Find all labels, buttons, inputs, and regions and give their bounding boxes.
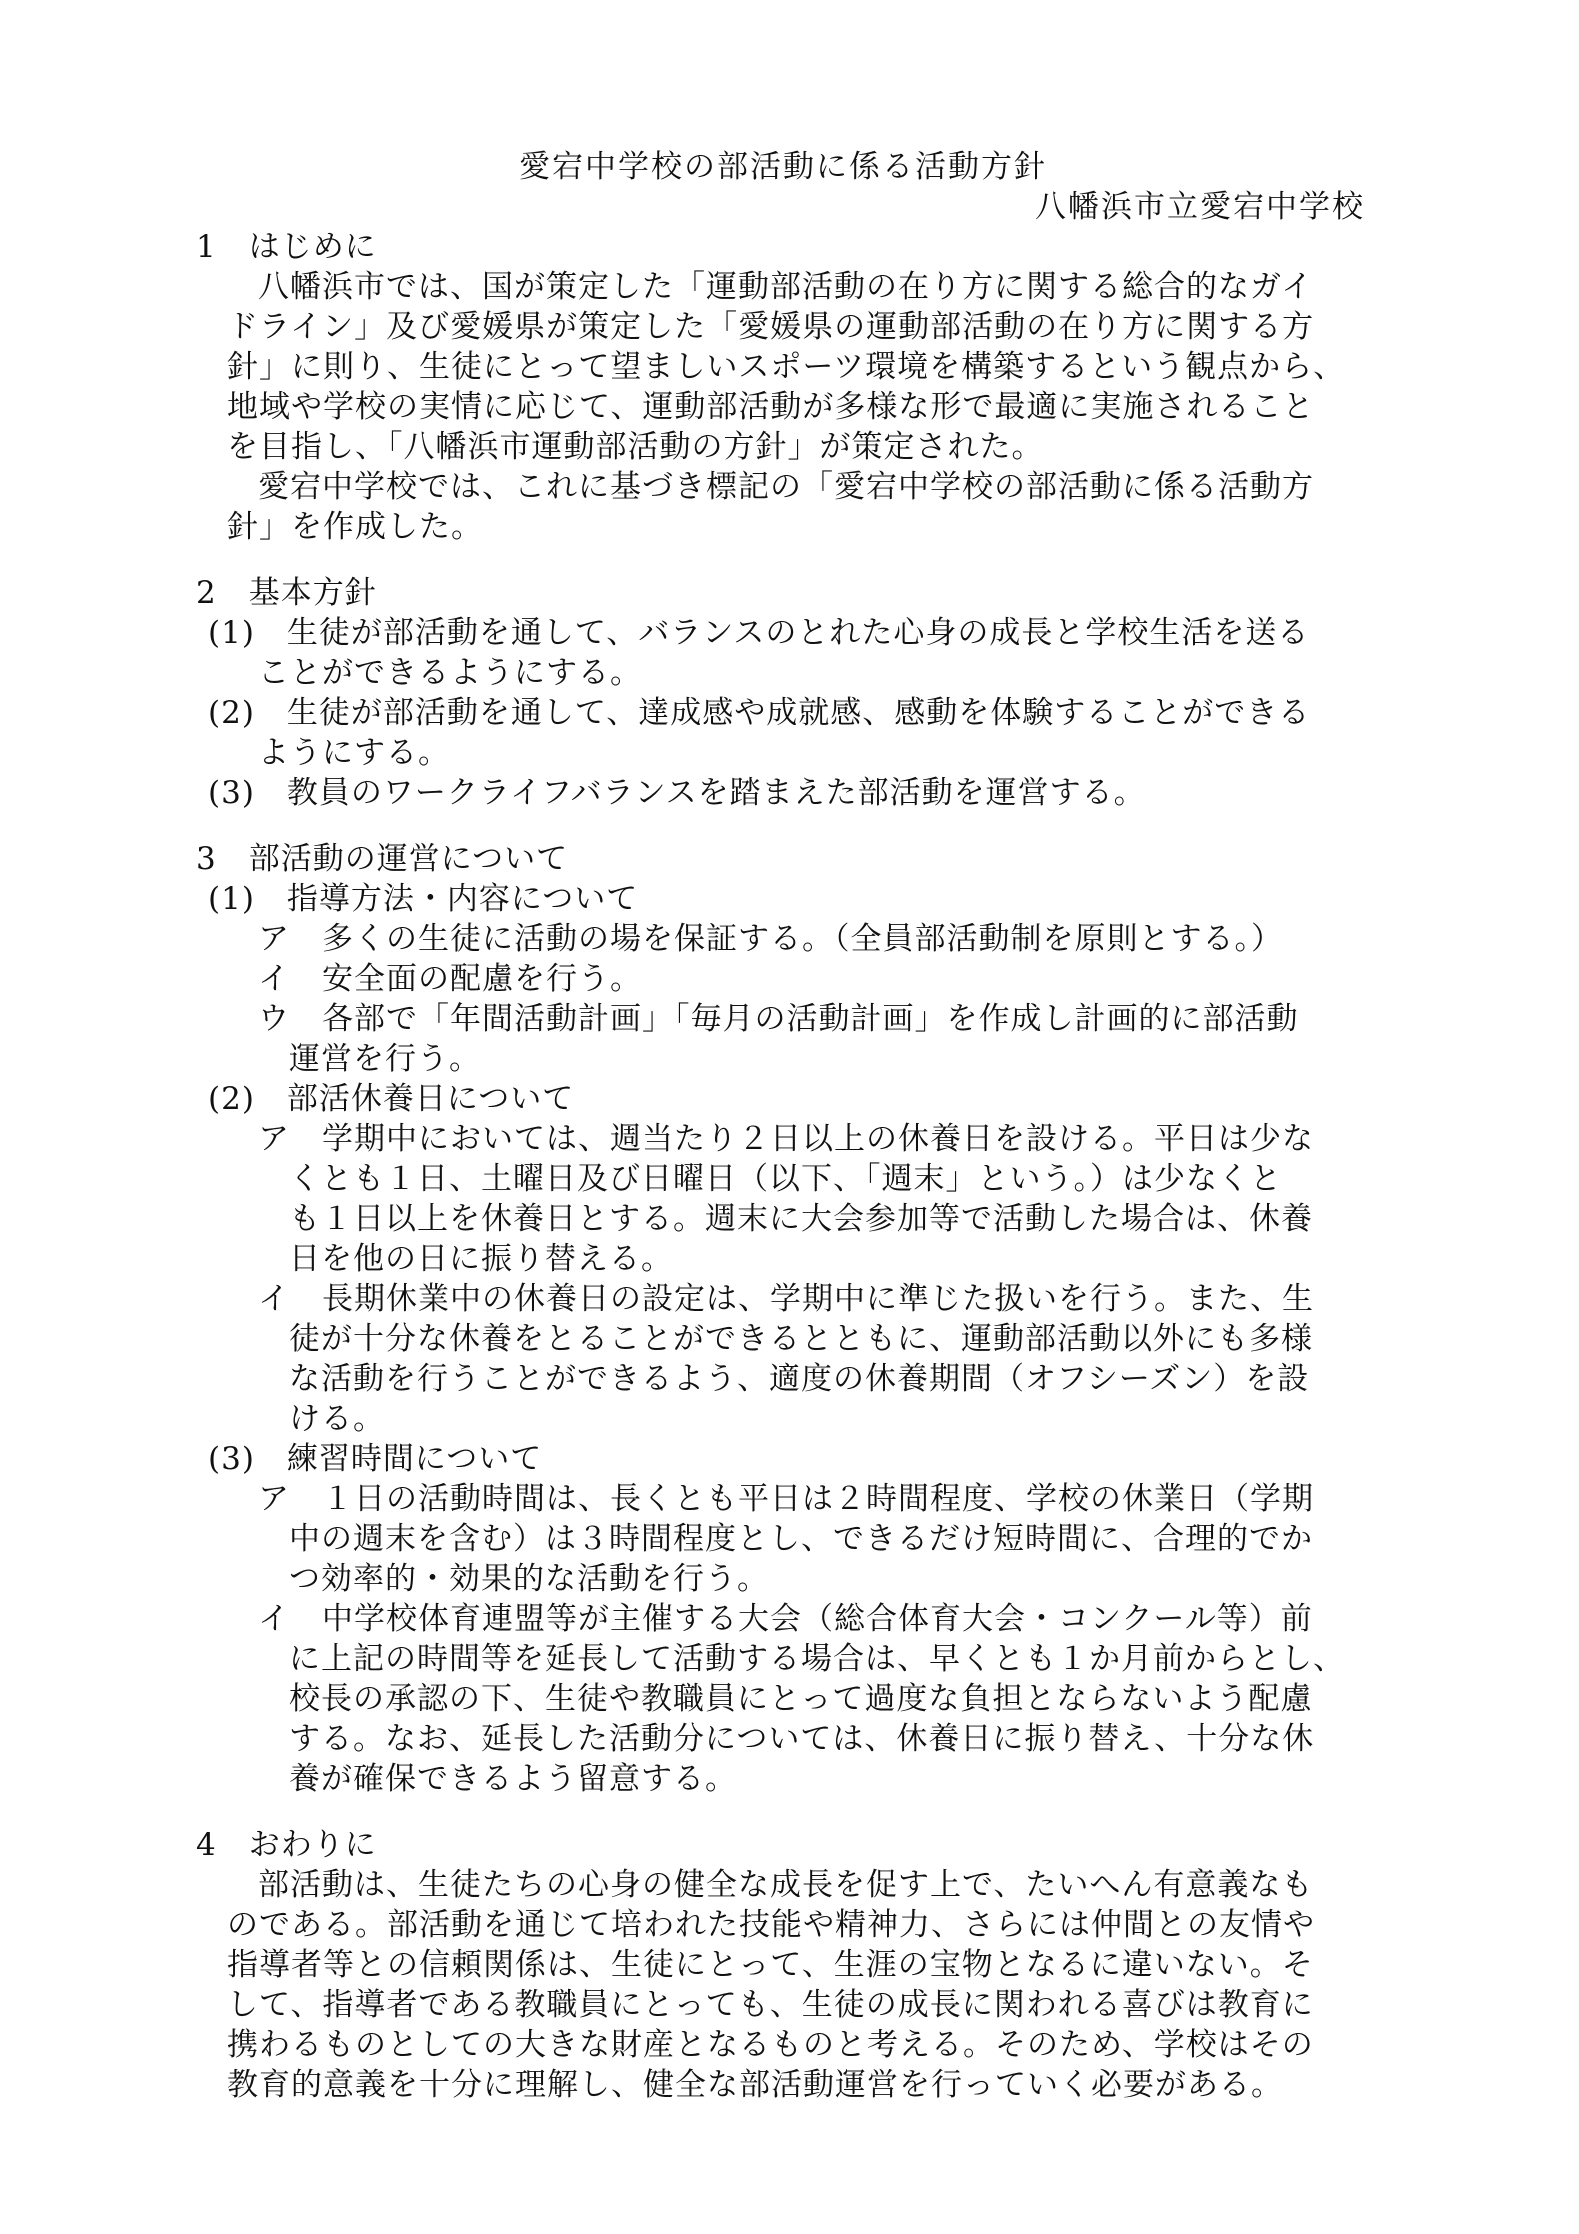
subsection-heading: (3) 練習時間について [208, 1441, 543, 1477]
paragraph-line: ドライン」及び愛媛県が策定した「愛媛県の運動部活動の在り方に関する方 [227, 309, 1315, 345]
list-item: イ 中学校体育連盟等が主催する大会（総合体育大会・コンクール等）前 [258, 1601, 1313, 1637]
paragraph-line: して、指導者である教職員にとっても、生徒の成長に関われる喜びは教育に [227, 1987, 1314, 2023]
paragraph-line: を目指し、「八幡浜市運動部活動の方針」が策定された。 [227, 429, 1044, 465]
paragraph-line: のである。部活動を通じて培われた技能や精神力、さらには仲間との友情や [227, 1907, 1315, 1943]
list-item-continuation: ようにする。 [258, 735, 450, 771]
list-item: (2) 生徒が部活動を通して、達成感や成就感、感動を体験することができる [208, 695, 1311, 731]
list-item-continuation: 徒が十分な休養をとることができるとともに、運動部活動以外にも多様 [289, 1321, 1313, 1357]
document-title: 愛宕中学校の部活動に係る活動方針 [519, 149, 1047, 185]
list-item-continuation: つ効率的・効果的な活動を行う。 [289, 1561, 769, 1597]
list-item: (3) 教員のワークライフバランスを踏まえた部活動を運営する。 [208, 775, 1146, 811]
paragraph-line: 針」に則り、生徒にとって望ましいスポーツ環境を構築するという観点から、 [227, 349, 1346, 385]
list-item: ア 多くの生徒に活動の場を保証する。（全員部活動制を原則とする。） [258, 921, 1283, 957]
section-3-heading: 3 部活動の運営について [196, 841, 569, 877]
list-item-continuation: 運営を行う。 [289, 1041, 481, 1077]
list-item: ア 学期中においては、週当たり２日以上の休養日を設ける。平日は少な [258, 1121, 1314, 1157]
list-item-continuation: する。なお、延長した活動分については、休養日に振り替え、十分な休 [289, 1721, 1315, 1757]
list-item: イ 長期休業中の休養日の設定は、学期中に準じた扱いを行う。また、生 [258, 1281, 1314, 1317]
list-item-continuation: 日を他の日に振り替える。 [289, 1241, 673, 1277]
paragraph-line: 八幡浜市では、国が策定した「運動部活動の在り方に関する総合的なガイ [258, 269, 1314, 305]
list-item-continuation: ことができるようにする。 [258, 655, 642, 691]
list-item-continuation: な活動を行うことができるよう、適度の休養期間（オフシーズン）を設 [289, 1361, 1310, 1397]
list-item-continuation: 校長の承認の下、生徒や教職員にとって過度な負担とならないよう配慮 [289, 1681, 1313, 1717]
list-item-continuation: くとも１日、土曜日及び日曜日（以下、「週末」という。）は少なくと [289, 1161, 1282, 1197]
list-item-continuation: に上記の時間等を延長して活動する場合は、早くとも１か月前からとし、 [289, 1641, 1345, 1677]
paragraph-line: 指導者等との信頼関係は、生徒にとって、生涯の宝物となるに違いない。そ [227, 1947, 1314, 1983]
list-item-continuation: 養が確保できるよう留意する。 [289, 1761, 737, 1797]
section-4-heading: 4 おわりに [196, 1827, 377, 1863]
list-item: ウ 各部で「年間活動計画」「毎月の活動計画」を作成し計画的に部活動 [258, 1001, 1299, 1037]
section-1-heading: 1 はじめに [196, 229, 377, 265]
list-item-continuation: ける。 [289, 1401, 385, 1437]
list-item: ア １日の活動時間は、長くとも平日は２時間程度、学校の休業日（学期 [258, 1481, 1314, 1517]
list-item: (1) 生徒が部活動を通して、バランスのとれた心身の成長と学校生活を送る [208, 615, 1310, 651]
school-name: 八幡浜市立愛宕中学校 [1035, 189, 1365, 225]
paragraph-line: 部活動は、生徒たちの心身の健全な成長を促す上で、たいへん有意義なも [258, 1867, 1314, 1903]
list-item: イ 安全面の配慮を行う。 [258, 961, 642, 997]
paragraph-line: 地域や学校の実情に応じて、運動部活動が多様な形で最適に実施されること [227, 389, 1315, 425]
paragraph-line: 愛宕中学校では、これに基づき標記の「愛宕中学校の部活動に係る活動方 [258, 469, 1314, 505]
list-item-continuation: 中の週末を含む）は３時間程度とし、できるだけ短時間に、合理的でか [289, 1521, 1313, 1557]
paragraph-line: 針」を作成した。 [227, 509, 483, 545]
list-item-continuation: も１日以上を休養日とする。週末に大会参加等で活動した場合は、休養 [289, 1201, 1313, 1237]
section-2-heading: 2 基本方針 [196, 575, 377, 611]
paragraph-line: 携わるものとしての大きな財産となるものと考える。そのため、学校はその [227, 2027, 1314, 2063]
subsection-heading: (1) 指導方法・内容について [208, 881, 639, 917]
subsection-heading: (2) 部活休養日について [208, 1081, 575, 1117]
paragraph-line: 教育的意義を十分に理解し、健全な部活動運営を行っていく必要がある。 [227, 2067, 1283, 2103]
